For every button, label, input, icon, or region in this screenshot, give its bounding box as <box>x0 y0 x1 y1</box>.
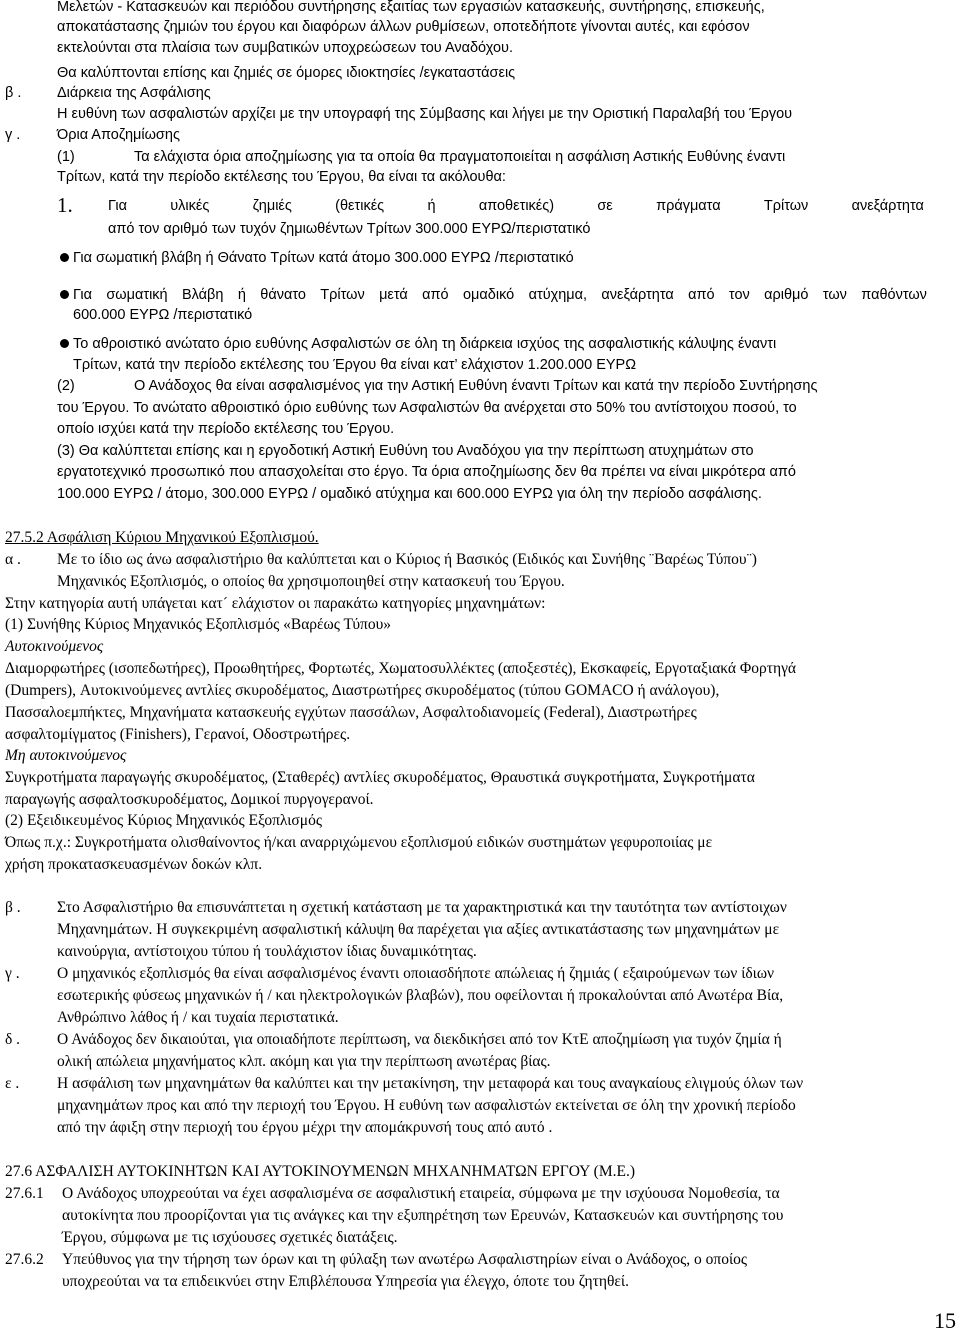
text-line: του Έργου. Το ανώτατο αθροιστικό όριο ευθύνης των Ασφαλιστών θα ανέρχεται στο 50% του αντίστοιχου ποσού, το <box>57 400 797 416</box>
text-line: Για σωματική βλάβη ή Θάνατο Τρίτων κατά άτομο 300.000 ΕΥΡΩ /περιστατικό <box>73 250 574 266</box>
text-line: Όπως π.χ.: Συγκροτήματα ολισθαίνοντος ή/και αναρριχώμενου εξοπλισμού ειδικών συστημάτων γεφυροποιίας με <box>5 834 713 851</box>
subheading-duration: Διάρκεια της Ασφάλισης <box>57 85 211 101</box>
text-line: εργατοτεχνικό προσωπικό που απασχολείται στο έργο. Τα όρια αποζημίωσης δεν θα πρέπει να είναι μικρότερα από <box>57 464 796 480</box>
word: αριθμό <box>764 287 809 303</box>
justified-line <box>73 288 927 303</box>
text-line: αυτοκίνητα που προορίζονται για τις ανάγκες και την εξυπηρέτηση των Ερευνών, Κατασκευών και συντήρησης του <box>62 1207 784 1224</box>
text-line: καινούργια, αντίστοιχου τύπου ή τουλάχιστον ίδιας δυναμικότητας. <box>57 943 477 960</box>
bullet-icon <box>60 253 69 262</box>
word: Για <box>108 198 127 214</box>
text-line: εκτελούνται στα πλαίσια των συμβατικών υποχρεώσεων του Αναδόχου. <box>57 40 513 56</box>
word: Για <box>73 287 92 303</box>
word: των <box>822 287 847 303</box>
word: Βλάβη <box>181 287 224 303</box>
word: αποθετικές) <box>478 198 555 214</box>
text-line: Στην κατηγορία αυτή υπάγεται κατ´ ελάχιστον οι παρακάτω κατηγορίες μηχανημάτων: <box>5 595 546 612</box>
page-number: 15 <box>934 1308 956 1333</box>
text-line: αποκατάστασης ζημιών του έργου και διαφόρων άλλων ρυθμίσεων, οποτεδήποτε γίνονται αυτές, και εφόσον <box>57 19 750 35</box>
text-line: Ο Ανάδοχος δεν δικαιούται, για οποιαδήποτε περίπτωση, να διεκδικήσει από τον ΚτΕ αποζημίωση για τυχόν ζημία ή <box>57 1031 782 1048</box>
word: από <box>688 287 715 303</box>
paragraph-number: (2) <box>57 378 75 394</box>
word: ατύχημα, <box>528 287 588 303</box>
text-line: οποίο ισχύει κατά την περίοδο εκτέλεσης του Έργου. <box>57 421 395 437</box>
text-line: Μελετών - Κατασκευών και περιόδου συντήρησης εξαιτίας των εργασιών κατασκευής, συντήρησης, επισκευής, <box>57 0 765 15</box>
text-line: από τον αριθμό των τυχόν ζημιωθέντων Τρίτων 300.000 ΕΥΡΩ/περιστατικό <box>108 221 591 237</box>
text-line: Τρίτων, κατά την περίοδο εκτέλεσης του Έργου, θα είναι τα ακόλουθα: <box>57 169 506 185</box>
item-label-epsilon: ε . <box>5 1075 20 1092</box>
subcategory-heading: Μη αυτοκινούμενος <box>5 747 127 764</box>
item-label-gamma: γ . <box>5 965 20 982</box>
item-label-beta: β . <box>5 85 22 101</box>
text-line: Μηχανημάτων. Η συγκεκριμένη ασφαλιστική κάλυψη θα παρέχεται για αξίες αντικατάστασης των μηχανημάτων με <box>57 921 780 938</box>
text-line: παραγωγής ασφαλτοσκυροδέματος, Δομικοί πυργογερανοί. <box>5 791 374 808</box>
text-line: Η ευθύνη των ασφαλιστών αρχίζει με την υπογραφή της Σύμβασης και λήγει με την Οριστική Παραλαβή του Έργου <box>57 106 793 122</box>
text-line: 600.000 ΕΥΡΩ /περιστατικό <box>73 307 253 323</box>
item-label-delta: δ . <box>5 1031 21 1048</box>
justified-line <box>108 199 924 214</box>
word: υλικές <box>170 198 210 214</box>
section-heading-27-5-2: 27.5.2 Ασφάλιση Κύριου Μηχανικού Εξοπλισμού. <box>5 529 319 546</box>
subcategory-heading: Αυτοκινούμενος <box>5 638 104 655</box>
word: σωματική <box>106 287 168 303</box>
word: μετά <box>379 287 408 303</box>
bullet-icon <box>60 290 69 299</box>
text-line: ασφαλτομίγματος (Finishers), Γερανοί, Οδοστρωτήρες. <box>5 726 351 743</box>
word: Τρίτων <box>763 198 809 214</box>
text-line: εσωτερικής φύσεως μηχανικών ή / και ηλεκτρολογικών βλαβών), που οφείλονται ή προκαλούνται από Ανωτέρα Βία, <box>57 987 784 1004</box>
word: ομαδικό <box>462 287 515 303</box>
text-line: μηχανημάτων προς και από την περιοχή του Έργου. Η ευθύνη των ασφαλιστών εκτείνεται σε όλη την χρονική περίοδο <box>57 1097 796 1114</box>
clause-number: 27.6.1 <box>5 1185 44 1202</box>
text-line: 100.000 ΕΥΡΩ / άτομο, 300.000 ΕΥΡΩ / ομαδικό ατύχημα και 600.000 ΕΥΡΩ για όλη την περίοδο ασφάλισης. <box>57 486 762 502</box>
text-line: Ο Ανάδοχος υποχρεούται να έχει ασφαλισμένα σε ασφαλιστική εταιρεία, σύμφωνα με την ισχύουσα Νομοθεσία, τα <box>62 1185 780 1202</box>
text-line: Έργου, σύμφωνα με τις ισχύουσες σχετικές διατάξεις. <box>62 1229 398 1246</box>
text-line: Πασσαλοεμπήκτες, Μηχανήματα κατασκευής εγχύτων πασσάλων, Ασφαλτοδιανομείς (Federal), Διαστρωτήρες <box>5 704 697 721</box>
word: τον <box>728 287 750 303</box>
text-line: υποχρεούται να τα επιδεικνύει στην Επιβλέπουσα Υπηρεσία για έλεγχο, όποτε του ζητηθεί. <box>62 1273 629 1290</box>
text-line: Ο Ανάδοχος θα είναι ασφαλισμένος για την Αστική Ευθύνη έναντι Τρίτων και κατά την περίοδο Συντήρησης <box>134 378 818 394</box>
word: παθόντων <box>861 287 927 303</box>
word: Τρίτων <box>320 287 365 303</box>
word: ή <box>237 287 246 303</box>
word: ή <box>427 198 436 214</box>
bullet-icon <box>60 339 69 348</box>
text-line: (3) Θα καλύπτεται επίσης και η εργοδοτική Αστική Ευθύνη του Αναδόχου για την περίπτωση ατυχημάτων στο <box>57 443 754 459</box>
text-line: Υπεύθυνος για την τήρηση των όρων και τη φύλαξη των ανωτέρω Ασφαλιστηρίων είναι ο Ανάδοχος, ο οποίος <box>62 1251 748 1268</box>
text-line: Μηχανικός Εξοπλισμός, ο οποίος θα χρησιμοποιηθεί στην κατασκευή του Έργου. <box>57 573 565 590</box>
text-line: Ανθρώπινο λάθος ή / και τυχαία περιστατικά. <box>57 1009 339 1026</box>
text-line: ολική απώλεια μηχανήματος κλπ. ακόμη και για την περίπτωση ανωτέρας βίας. <box>57 1053 551 1070</box>
text-line: (Dumpers), Αυτοκινούμενες αντλίες σκυροδέματος, Διαστρωτήρες σκυροδέματος (τύπου GOMACO ή ανάλογου), <box>5 682 720 699</box>
text-line: Διαμορφωτήρες (ισοπεδωτήρες), Προωθητήρες, Φορτωτές, Χωματοσυλλέκτες (αποξεστές), Εκσκαφείς, Εργοταξιακά Φορτηγά <box>5 660 797 677</box>
category-heading: (1) Συνήθης Κύριος Μηχανικός Εξοπλισμός «Βαρέως Τύπου» <box>5 616 392 633</box>
text-line: Η ασφάλιση των μηχανημάτων θα καλύπτει και την μετακίνηση, την μεταφορά και τους αναγκαίους ελιγμούς όλων των <box>57 1075 804 1092</box>
text-line: Συγκροτήματα παραγωγής σκυροδέματος, (Σταθερές) αντλίες σκυροδέματος, Θραυστικά συγκροτήματα, Συγκροτήματα <box>5 769 755 786</box>
subheading-limits: Όρια Αποζημίωσης <box>57 127 180 143</box>
text-line: Θα καλύπτονται επίσης και ζημιές σε όμορες ιδιοκτησίες /εγκαταστάσεις <box>57 65 516 81</box>
text-line: Τα ελάχιστα όρια αποζημίωσης για τα οποία θα πραγματοποιείται η ασφάλιση Αστικής Ευθύνης έναντι <box>134 149 786 165</box>
text-line: Στο Ασφαλιστήριο θα επισυνάπτεται η σχετική κατάσταση με τα χαρακτηριστικά και την ταυτότητα των αντίστοιχων <box>57 899 787 916</box>
text-line: Το αθροιστικό ανώτατο όριο ευθύνης Ασφαλιστών σε όλη τη διάρκεια ισχύος της ασφαλιστικής κάλυψης έναντι <box>73 336 777 352</box>
paragraph-number: (1) <box>57 149 75 165</box>
word: σε <box>597 198 613 214</box>
text-line: Ο μηχανικός εξοπλισμός θα είναι ασφαλισμένος έναντι οποιασδήποτε απώλειας ή ζημιάς ( εξαιρούμενων των ίδιων <box>57 965 775 982</box>
text-line: χρήση προκατασκευασμένων δοκών κλπ. <box>5 856 263 873</box>
text-line: από την άφιξη στην περιοχή του έργου μέχρι την απομάκρυνσή τους από αυτό . <box>57 1119 553 1136</box>
text-line: Τρίτων, κατά την περίοδο εκτέλεσης του Έργου θα είναι κατ’ ελάχιστον 1.200.000 ΕΥΡΩ <box>73 357 637 373</box>
list-number: 1. <box>57 193 73 217</box>
category-heading: (2) Εξειδικευμένος Κύριος Μηχανικός Εξοπλισμός <box>5 812 322 829</box>
word: (θετικές <box>335 198 385 214</box>
text-line: Με το ίδιο ως άνω ασφαλιστήριο θα καλύπτεται και ο Κύριος ή Βασικός (Ειδικός και Συνήθης ¨Βαρέως Τύπου¨) <box>57 551 757 568</box>
clause-number: 27.6.2 <box>5 1251 44 1268</box>
section-heading-27-6: 27.6 ΑΣΦΑΛΙΣΗ ΑΥΤΟΚΙΝΗΤΩΝ ΚΑΙ ΑΥΤΟΚΙΝΟΥΜΕΝΩΝ ΜΗΧΑΝΗΜΑΤΩΝ ΕΡΓΟΥ (Μ.Ε.) <box>5 1163 635 1180</box>
word: ζημιές <box>252 198 292 214</box>
word: ανεξάρτητα <box>601 287 674 303</box>
word: θάνατο <box>260 287 306 303</box>
word: από <box>422 287 449 303</box>
item-label-gamma: γ . <box>5 127 21 143</box>
item-label-beta: β . <box>5 899 21 916</box>
item-label-alpha: α . <box>5 551 21 568</box>
word: πράγματα <box>656 198 721 214</box>
word: ανεξάρτητα <box>851 198 924 214</box>
